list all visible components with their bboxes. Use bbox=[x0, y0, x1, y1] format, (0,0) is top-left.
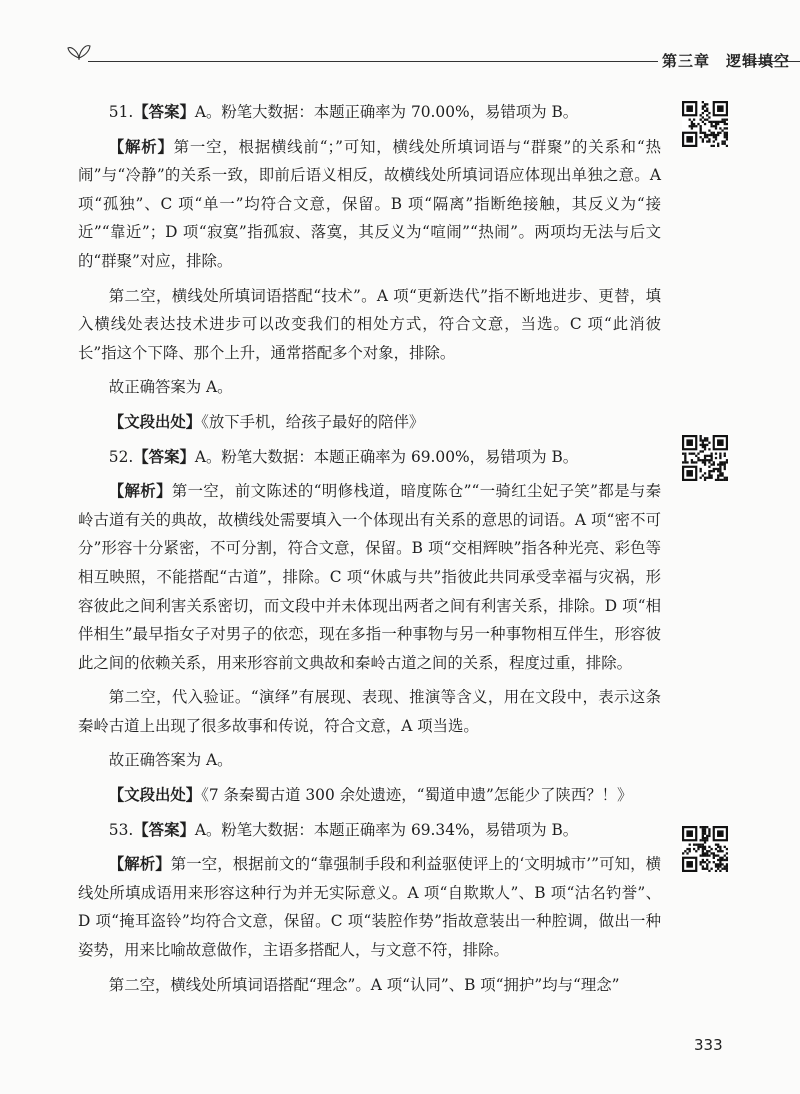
answer-tag: 【答案】 bbox=[133, 103, 195, 121]
leaf-ornament-icon bbox=[66, 40, 92, 60]
conclusion-paragraph bbox=[78, 373, 661, 402]
paragraph-text: 第一空，根据横线前“；”可知，横线处所填词语与“群聚”的关系和“热闹”与“冷静”的关系一致，即前后语义相反，故横线处所填词语应体现出单独之意。A 项“孤独”、C 项“单一”均符合文意，保留。B 项“隔离”指断绝接触，其反义为“接近”“靠近”；D 项“寂寞”指孤寂、落寞，其反义为“喧闹”“热闹”。两项均无法与后文的“群聚”对应，排除。 bbox=[78, 137, 661, 270]
answer-tag: 【答案】 bbox=[133, 820, 195, 839]
conclusion-paragraph bbox=[78, 746, 661, 775]
paragraph-text: 故正确答案为 A。 bbox=[108, 751, 233, 770]
question-number: 51. bbox=[108, 103, 134, 121]
analysis-tag: 【解析】 bbox=[108, 855, 171, 874]
answer-text: A。粉笔大数据：本题正确率为 70.00%，易错项为 B。 bbox=[194, 103, 579, 121]
analysis-tag: 【解析】 bbox=[108, 482, 172, 501]
paragraph-text: 第二空，横线处所填词语搭配“理念”。A 项“认同”、B 项“拥护”均与“理念” bbox=[108, 975, 620, 994]
analysis-paragraph bbox=[78, 282, 661, 368]
analysis-paragraph bbox=[78, 683, 661, 740]
qr-code-question-53[interactable] bbox=[682, 826, 728, 872]
analysis-paragraph bbox=[78, 971, 661, 1000]
answer-text: A。粉笔大数据：本题正确率为 69.34%，易错项为 B。 bbox=[194, 820, 579, 839]
paragraph-text: 第一空，根据前文的“靠强制手段和利益驱使评上的‘文明城市’”可知，横线处所填成语用来形容这种行为并无实际意义。A 项“自欺欺人”、B 项“沽名钓誉”、D 项“掩耳盗铃”均符合文意，保留。C 项“装腔作势”指故意装出一种腔调，做出一种姿势，用来比喻故意做作，主语多搭配人，与文意不符，排除。 bbox=[78, 855, 661, 960]
chapter-number: 第三章 bbox=[662, 52, 711, 70]
question-number: 53. bbox=[108, 820, 134, 839]
answer-line-52 bbox=[78, 443, 661, 472]
page-content bbox=[78, 96, 661, 1005]
analysis-tag: 【解析】 bbox=[108, 137, 174, 156]
qr-code-question-51[interactable] bbox=[682, 101, 728, 147]
header-rule-left bbox=[88, 61, 658, 62]
source-paragraph bbox=[78, 781, 661, 810]
source-text: 《7 条秦蜀古道 300 余处遗迹，“蜀道申遗”怎能少了陕西？！》 bbox=[201, 786, 633, 805]
header-rule-right bbox=[752, 61, 800, 62]
source-paragraph bbox=[78, 408, 661, 437]
answer-line-51 bbox=[78, 98, 661, 127]
chapter-title: 逻辑填空 bbox=[726, 52, 791, 70]
paragraph-text: 第一空，前文陈述的“明修栈道，暗度陈仓”“一骑红尘妃子笑”都是与秦岭古道有关的典故，故横线处需要填入一个体现出有关系的意思的词语。A 项“密不可分”形容十分紧密，不可分割，符合文意，保留。B 项“交相辉映”指各种光亮、彩色等相互映照，不能搭配“古道”，排除。C 项“休戚与共”指彼此共同承受幸福与灾祸，形容彼此之间利害关系密切，而文段中并未体现出两者之间有利害关系，排除。D 项“相伴相生”最早指女子对男子的依恋，现在多指一种事物与另一种事物相互伴生，形容彼此之间的依赖关系，用来形容前文典故和秦岭古道之间的关系，程度过重，排除。 bbox=[78, 482, 661, 672]
page-header bbox=[62, 36, 791, 76]
source-tag: 【文段出处】 bbox=[108, 786, 202, 805]
answer-text: A。粉笔大数据：本题正确率为 69.00%，易错项为 B。 bbox=[194, 447, 579, 466]
answer-line-53 bbox=[78, 816, 661, 845]
source-text: 《放下手机，给孩子最好的陪伴》 bbox=[201, 412, 425, 431]
analysis-paragraph bbox=[78, 850, 661, 964]
paragraph-text: 第二空，横线处所填词语搭配“技术”。A 项“更新迭代”指不断地进步、更替，填入横线处表达技术进步可以改变我们的相处方式，符合文意，当选。C 项“此消彼长”指这个下降、那个上升，通常搭配多个对象，排除。 bbox=[78, 286, 661, 362]
analysis-paragraph bbox=[78, 477, 661, 677]
qr-code-question-52[interactable] bbox=[682, 435, 728, 481]
question-number: 52. bbox=[108, 447, 134, 466]
paragraph-text: 故正确答案为 A。 bbox=[108, 378, 233, 397]
source-tag: 【文段出处】 bbox=[108, 412, 202, 431]
answer-tag: 【答案】 bbox=[133, 447, 195, 466]
analysis-paragraph bbox=[78, 133, 661, 276]
paragraph-text: 第二空，代入验证。“演绎”有展现、表现、推演等含义，用在文段中，表示这条秦岭古道上出现了很多故事和传说，符合文意，A 项当选。 bbox=[78, 688, 661, 735]
page-number: 333 bbox=[694, 1036, 723, 1054]
